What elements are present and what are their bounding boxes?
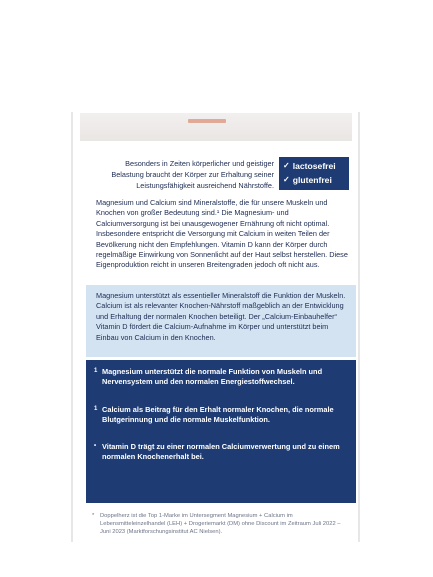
free-from-badge [279,157,349,190]
claim-marker: 1 [94,406,98,412]
footnote-text: Doppelherz ist die Top 1-Marke im Untersegment Magnesium + Calcium im Lebensmitteleinzelhandel (LEH) + Drogeriemarkt (DM) ohne Discount im Zeitraum Juli 2022 – Juni 2023 (Marktforschungsinstitut AC Nielsen). [100,513,341,535]
checkmark-icon: ✓ [283,161,290,170]
box-lid [80,113,352,141]
lid-print-mark [188,119,226,123]
claim-magnesium [94,367,349,388]
claim-marker: 1 [94,368,98,374]
claim-vitamin-d [94,442,349,463]
claim-calcium [94,405,349,426]
badge-lactose-label: lactosefrei [292,161,336,171]
claim-text: Magnesium unterstützt die normale Funktion von Muskeln und Nervensystem und den normalen Energiestoffwechsel. [102,367,323,387]
claim-marker: • [94,443,97,449]
badge-row-gluten [283,173,349,187]
footnote-marker: * [92,513,95,519]
body-text: Magnesium und Calcium sind Mineralstoffe, die für unsere Muskeln und Knochen von großer Bedeutung sind.¹ Die Magnesium- und Calciumversorgung ist bei unausgewogener Ernährung oft nicht optimal. Insbesondere entspricht die Versorgung mit Calcium in weiten Teilen der Bevölkerung nicht den Empfehlungen. Vitamin D kann der Körper durch regelmäßige Einwirkung von Sonnenlicht auf der Haut selbst herstellen. Diese Eigenproduktion reicht in unseren Breitengraden jedoch oft nicht aus. [96,198,348,270]
footnote [92,513,352,536]
claim-text: Calcium als Beitrag für den Erhalt normaler Knochen, die normale Blutgerinnung und die normale Muskelfunktion. [102,405,334,425]
badge-row-lactose [283,159,349,173]
info-box-text: Magnesium unterstützt als essentieller Mineralstoff die Funktion der Muskeln. Calcium ist als relevanter Knochen-Nährstoff maßgeblich an der Entwicklung und Erhaltung der normalen Knochen beteiligt. Der „Calcium-Einbauhelfer“ Vitamin D fördert die Calcium-Aufnahme im Körper und unterstützt beim Einbau von Calcium in den Knochen. [96,291,346,342]
claim-text: Vitamin D trägt zu einer normalen Calciumverwertung und zu einem normalen Knochenerhalt bei. [102,442,340,462]
checkmark-icon: ✓ [283,175,290,184]
badge-gluten-label: glutenfrei [292,175,332,185]
intro-text: Besonders in Zeiten körperlicher und geistiger Belastung braucht der Körper zur Erhaltung seiner Leistungsfähigkeit ausreichend Nährstoffe. [111,159,274,190]
